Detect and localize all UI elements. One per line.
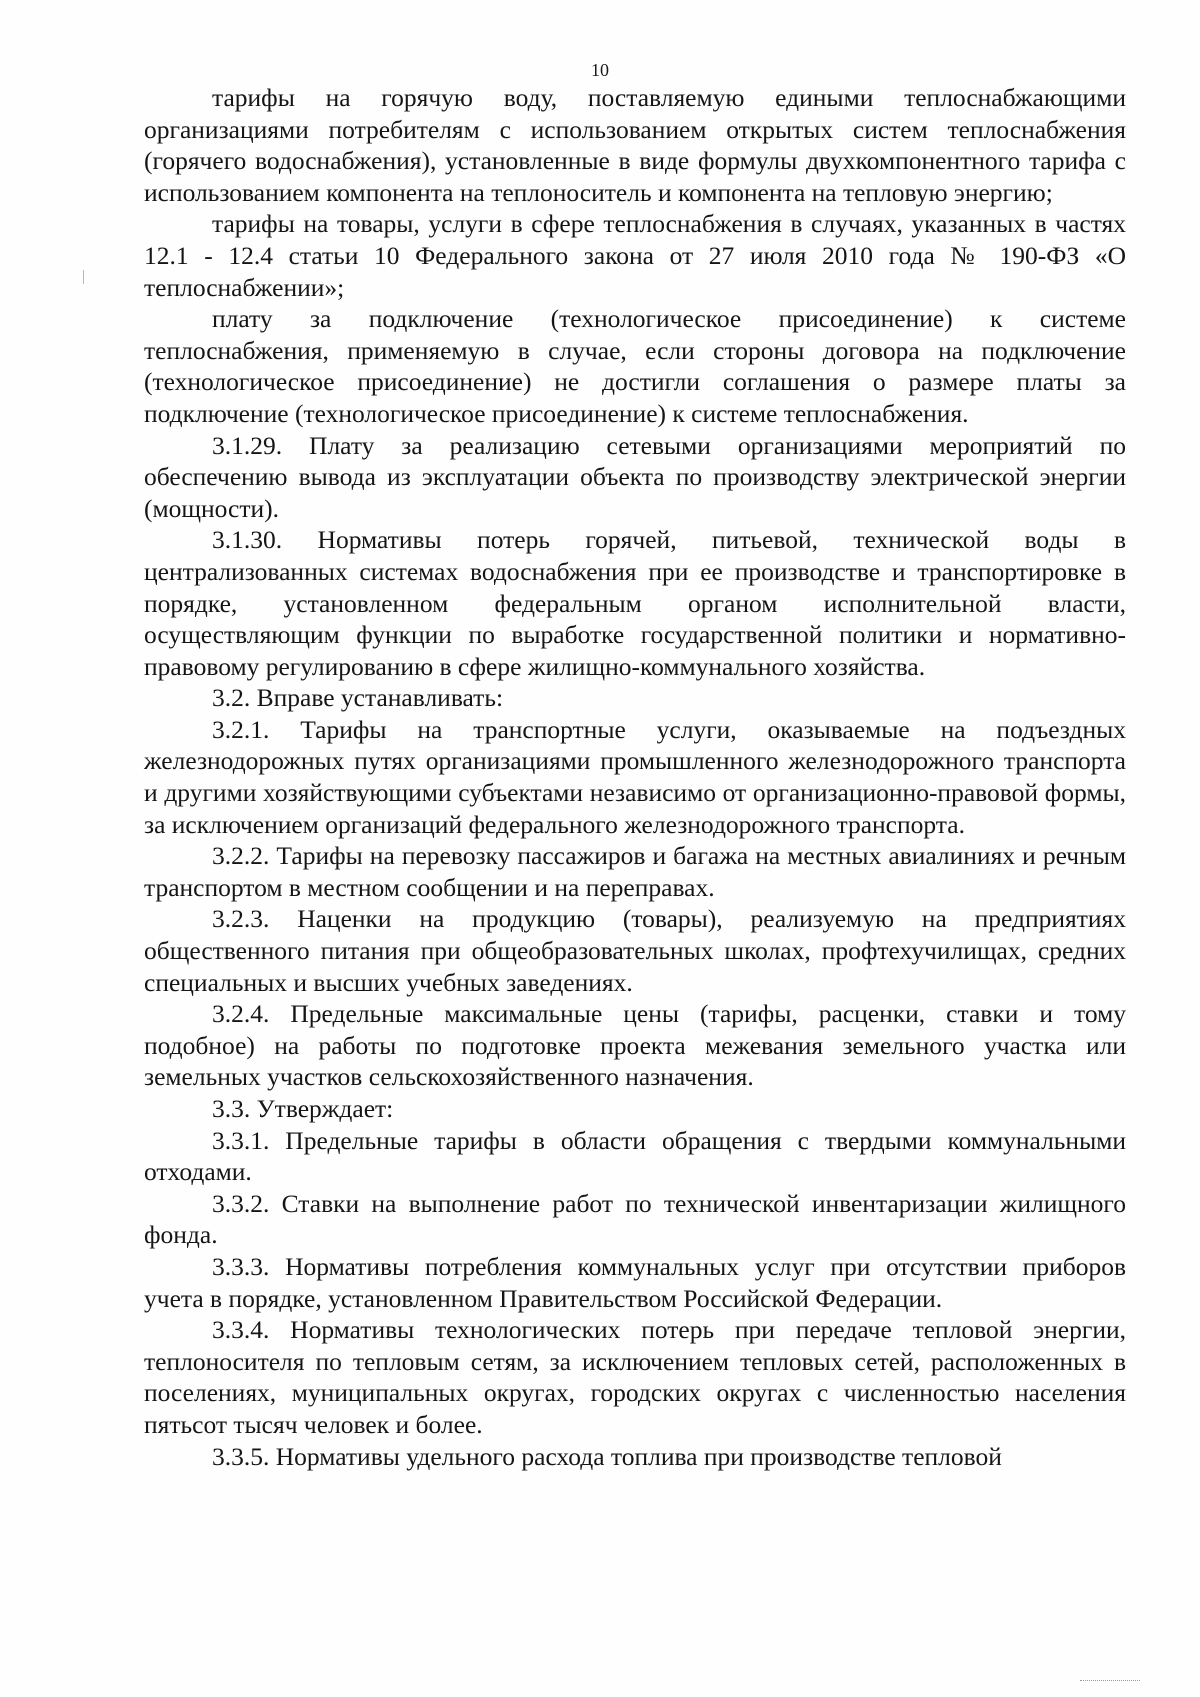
paragraph: 3.2.2. Тарифы на перевозку пассажиров и багажа на местных авиалиниях и речным транспортом в местном сообщении и на переправах. bbox=[144, 841, 1126, 902]
page-number: 10 bbox=[591, 60, 609, 80]
paragraph: 3.2.3. Наценки на продукцию (товары), реализуемую на предприятиях общественного питания при общеобразовательных школах, профтехучилищах, средних специальных и высших учебных заведениях. bbox=[144, 904, 1126, 997]
paragraph: 3.3.5. Нормативы удельного расхода топлива при производстве тепловой bbox=[212, 1441, 1002, 1471]
paragraph: тарифы на горячую воду, поставляемую едиными теплоснабжающими организациями потребителям с использованием открытых систем теплоснабжения (горячего водоснабжения), установленные в виде формулы двухкомпонентного тарифа с использованием компонента на теплоноситель и компонента на тепловую энергию; bbox=[144, 83, 1126, 207]
paragraph: 3.2.1. Тарифы на транспортные услуги, оказываемые на подъездных железнодорожных путях организациями промышленного железнодорожного транспорта и другими хозяйствующими субъектами независимо от организационно-правовой формы, за исключением организаций федерального железнодорожного транспорта. bbox=[144, 714, 1126, 839]
paragraph: плату за подключение (технологическое присоединение) к системе теплоснабжения, применяемую в случае, если стороны договора на подключение (технологическое присоединение) не достигли соглашения о размере платы за подключение (технологическое присоединение) к системе теплоснабжения. bbox=[144, 304, 1126, 428]
paragraph: 3.2. Вправе устанавливать: bbox=[212, 683, 504, 713]
scan-artifact bbox=[83, 270, 84, 284]
paragraph: 3.3.2. Ставки на выполнение работ по технической инвентаризации жилищного фонда. bbox=[144, 1188, 1126, 1250]
paragraph: 3.1.30. Нормативы потерь горячей, питьевой, технической воды в централизованных системах водоснабжения при ее производстве и транспортировке в порядке, установленном федеральным органом исполнительной власти, осуществляющим функции по выработке государственной политики и нормативно-правовому регулированию в сфере жилищно-коммунального хозяйства. bbox=[144, 525, 1126, 681]
scan-artifact bbox=[1080, 1680, 1140, 1687]
paragraph: 3.3.4. Нормативы технологических потерь при передаче тепловой энергии, теплоносителя по тепловым сетям, за исключением тепловых сетей, расположенных в поселениях, муниципальных округах, городских округах с численностью населения пятьсот тысяч человек и более. bbox=[144, 1315, 1126, 1439]
paragraph: 3.2.4. Предельные максимальные цены (тарифы, расценки, ставки и тому подобное) на работы по подготовке проекта межевания земельного участка или земельных участков сельскохозяйственного назначения. bbox=[144, 999, 1126, 1092]
paragraph: 3.1.29. Плату за реализацию сетевыми организациями мероприятий по обеспечению вывода из эксплуатации объекта по производству электрической энергии (мощности). bbox=[144, 430, 1126, 523]
document-body bbox=[144, 82, 1126, 1472]
paragraph: тарифы на товары, услуги в сфере теплоснабжения в случаях, указанных в частях 12.1 - 12.4 статьи 10 Федерального закона от 27 июля 2010 года № 190-ФЗ «О теплоснабжении»; bbox=[144, 209, 1126, 302]
paragraph: 3.3. Утверждает: bbox=[212, 1094, 394, 1123]
paragraph: 3.3.1. Предельные тарифы в области обращения с твердыми коммунальными отходами. bbox=[144, 1125, 1126, 1187]
paragraph: 3.3.3. Нормативы потребления коммунальных услуг при отсутствии приборов учета в порядке, установленном Правительством Российской Федерации. bbox=[144, 1251, 1126, 1313]
